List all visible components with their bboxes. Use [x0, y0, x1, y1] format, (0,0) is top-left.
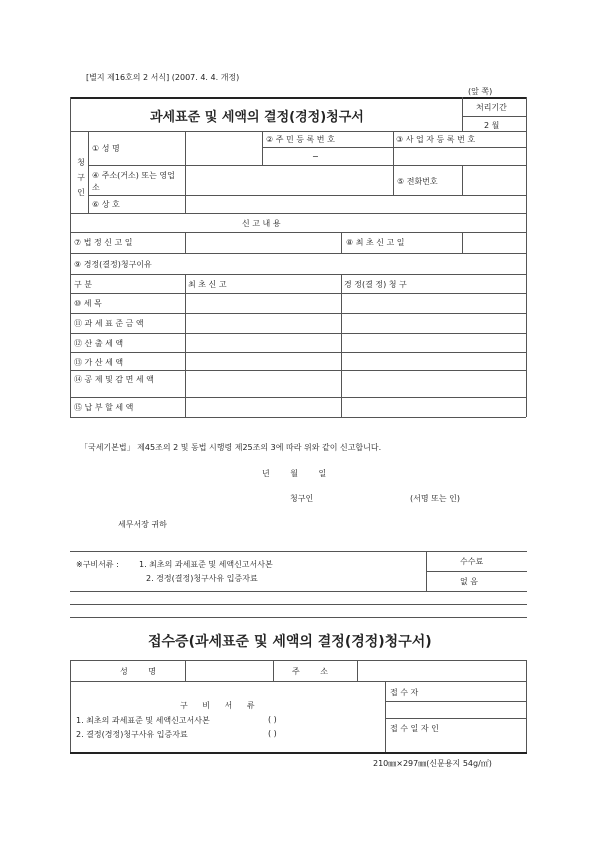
table-row-penalty-tax: ⑬ 가 산 세 액 — [74, 358, 124, 367]
receipt-doc-2-check: ( ) — [268, 729, 277, 738]
col-category-label: 구 분 — [74, 280, 92, 289]
processing-period-value: 2 월 — [484, 121, 500, 130]
fee-label: 수수료 — [460, 557, 484, 566]
address-field-label: ④ 주소(거소) 또는 영업소 — [92, 171, 175, 192]
receipt-docs-title: 구 비 서 류 — [180, 701, 255, 710]
table-row-calculated-tax: ⑫ 산 출 세 액 — [74, 339, 124, 348]
table-row-payable-tax: ⑮ 납 부 할 세 액 — [74, 403, 134, 412]
receiver-label: 접 수 자 — [390, 688, 419, 697]
sign-hint: (서명 또는 인) — [410, 494, 460, 503]
trade-name-label: ⑥ 상 호 — [92, 200, 120, 209]
receipt-doc-1: 1. 최초의 과세표준 및 세액신고서사본 — [76, 716, 210, 725]
name-field-label: ① 성 명 — [92, 144, 120, 153]
form-reference: [별지 제16호의 2 서식] (2007. 4. 4. 개정) — [86, 73, 240, 82]
claimant-label: 청구인 — [77, 158, 85, 197]
phone-field-label: ⑤ 전화번호 — [397, 177, 438, 186]
title-divider — [462, 97, 463, 131]
report-section-title: 신 고 내 용 — [242, 219, 281, 228]
resident-no-dash: − — [312, 152, 319, 161]
paper-spec: 210㎜×297㎜(신문용지 54g/㎡) — [373, 759, 492, 768]
fee-value: 없 음 — [460, 577, 478, 586]
frame-top — [70, 97, 527, 99]
receipt-doc-1-check: ( ) — [268, 715, 277, 724]
table-row-tax-base: ⑪ 과 세 표 준 금 액 — [74, 319, 144, 328]
col-claim-label: 경 정(결 정) 청 구 — [344, 280, 407, 289]
claimant-sign-label: 청구인 — [290, 494, 314, 503]
declaration-text: 「국세기본법」 제45조의 2 및 동법 시행령 제25조의 3에 따라 위와 같이 신고합니다. — [80, 443, 382, 452]
statutory-date-label: ⑦ 법 정 신 고 일 — [74, 238, 133, 247]
frame-right — [526, 97, 527, 417]
receive-date-label: 접 수 일 자 인 — [390, 724, 439, 733]
receipt-title: 접수증(과세표준 및 세액의 결정(경정)청구서) — [148, 634, 432, 650]
col-initial-label: 최 초 신 고 — [188, 280, 227, 289]
processing-period-label: 처리기간 — [476, 103, 507, 112]
resident-no-label: ② 주 민 등 록 번 호 — [266, 135, 335, 144]
receipt-doc-2: 2. 결정(경정)청구사유 입증자료 — [76, 730, 188, 739]
docs-item-1: 1. 최초의 과세표준 및 세액신고서사본 — [139, 560, 273, 569]
docs-prefix: ※구비서류 : — [76, 560, 119, 569]
front-side-label: (앞 쪽) — [468, 87, 493, 96]
claim-reason-label: ⑨ 경정(결정)청구이유 — [74, 260, 152, 269]
receipt-name-label: 성 명 — [120, 667, 156, 676]
receipt-address-label: 주 소 — [292, 667, 328, 676]
first-report-date-label: ⑧ 최 초 신 고 일 — [346, 238, 405, 247]
business-no-label: ③ 사 업 자 등 록 번 호 — [396, 135, 476, 144]
frame-left — [70, 97, 71, 417]
docs-item-2: 2. 경정(결정)청구사유 입증자료 — [146, 574, 258, 583]
table-row-tax-item: ⑩ 세 목 — [74, 299, 102, 308]
form-title: 과세표준 및 세액의 결정(경정)청구서 — [150, 110, 364, 125]
table-row-deduction: ⑭ 공 제 및 감 면 세 액 — [74, 375, 154, 384]
addressee: 세무서장 귀하 — [118, 520, 167, 529]
date-line: 년 월 일 — [262, 469, 327, 478]
